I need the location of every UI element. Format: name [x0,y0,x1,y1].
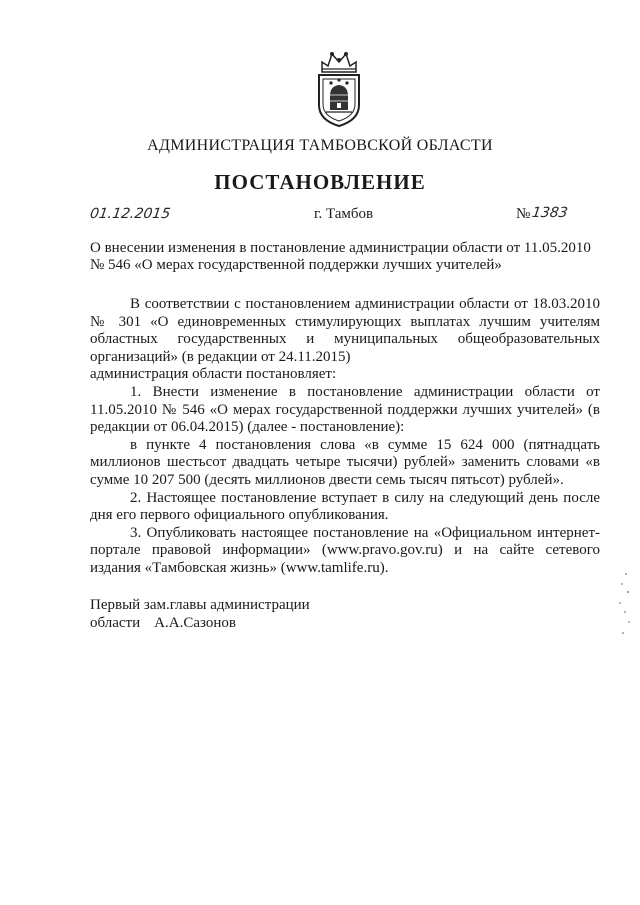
tambov-coat-of-arms-icon [316,50,362,128]
signer-position-line1: Первый зам.главы администрации [90,597,310,613]
agency-title: АДМИНИСТРАЦИЯ ТАМБОВСКОЙ ОБЛАСТИ [147,137,493,154]
document-subject: О внесении изменения в постановление администрации области от 11.05.2010 № 546 «О мерах государственной поддержки лучших учителей» [90,240,591,273]
document-number: 1383 [530,205,569,221]
signature-block [90,597,310,632]
document-type-title: ПОСТАНОВЛЕНИЕ [214,170,426,194]
intro-end-paragraph: администрация области постановляет: [90,366,337,383]
document-date: 01.12.2015 [88,206,172,222]
scan-noise-marks [614,570,634,640]
clause-2: 2. Настоящее постановление вступает в силу на следующий день после дня его первого официального опубликования. [90,489,600,524]
clause-3: 3. Опубликовать настоящее постановление на «Официальном интернет-портале правовой информации» (www.pravo.gov.ru) и на сайте сетевого издания «Тамбовская жизнь» (www.tamlife.ru). [90,524,600,576]
document-number-label: № [516,206,531,222]
signer-position-line2: области [90,614,141,631]
document-body [90,296,600,578]
document-city: г. Тамбов [314,206,374,222]
signer-name: А.А.Сазонов [154,614,236,631]
clause-1: 1. Внести изменение в постановление администрации области от 11.05.2010 № 546 «О мерах государственной поддержки лучших учителей» (в редакции от 06.04.2015) (далее - постановление): [90,383,600,436]
clause-1-amendment: в пункте 4 постановления слова «в сумме 15 624 000 (пятнадцать миллионов шестьсот двадцать четыре тысячи) рублей» заменить словами «в сумме 10 207 500 (десять миллионов двести семь тысяч пятьсот) рублей». [90,436,600,488]
intro-paragraph: В соответствии с постановлением администрации области от 18.03.2010 № 301 «О единовременных стимулирующих выплатах лучшим учителям областных государственных и муниципальных общеобразовательных организаций» (в редакции от 24.11.2015) [90,296,600,365]
